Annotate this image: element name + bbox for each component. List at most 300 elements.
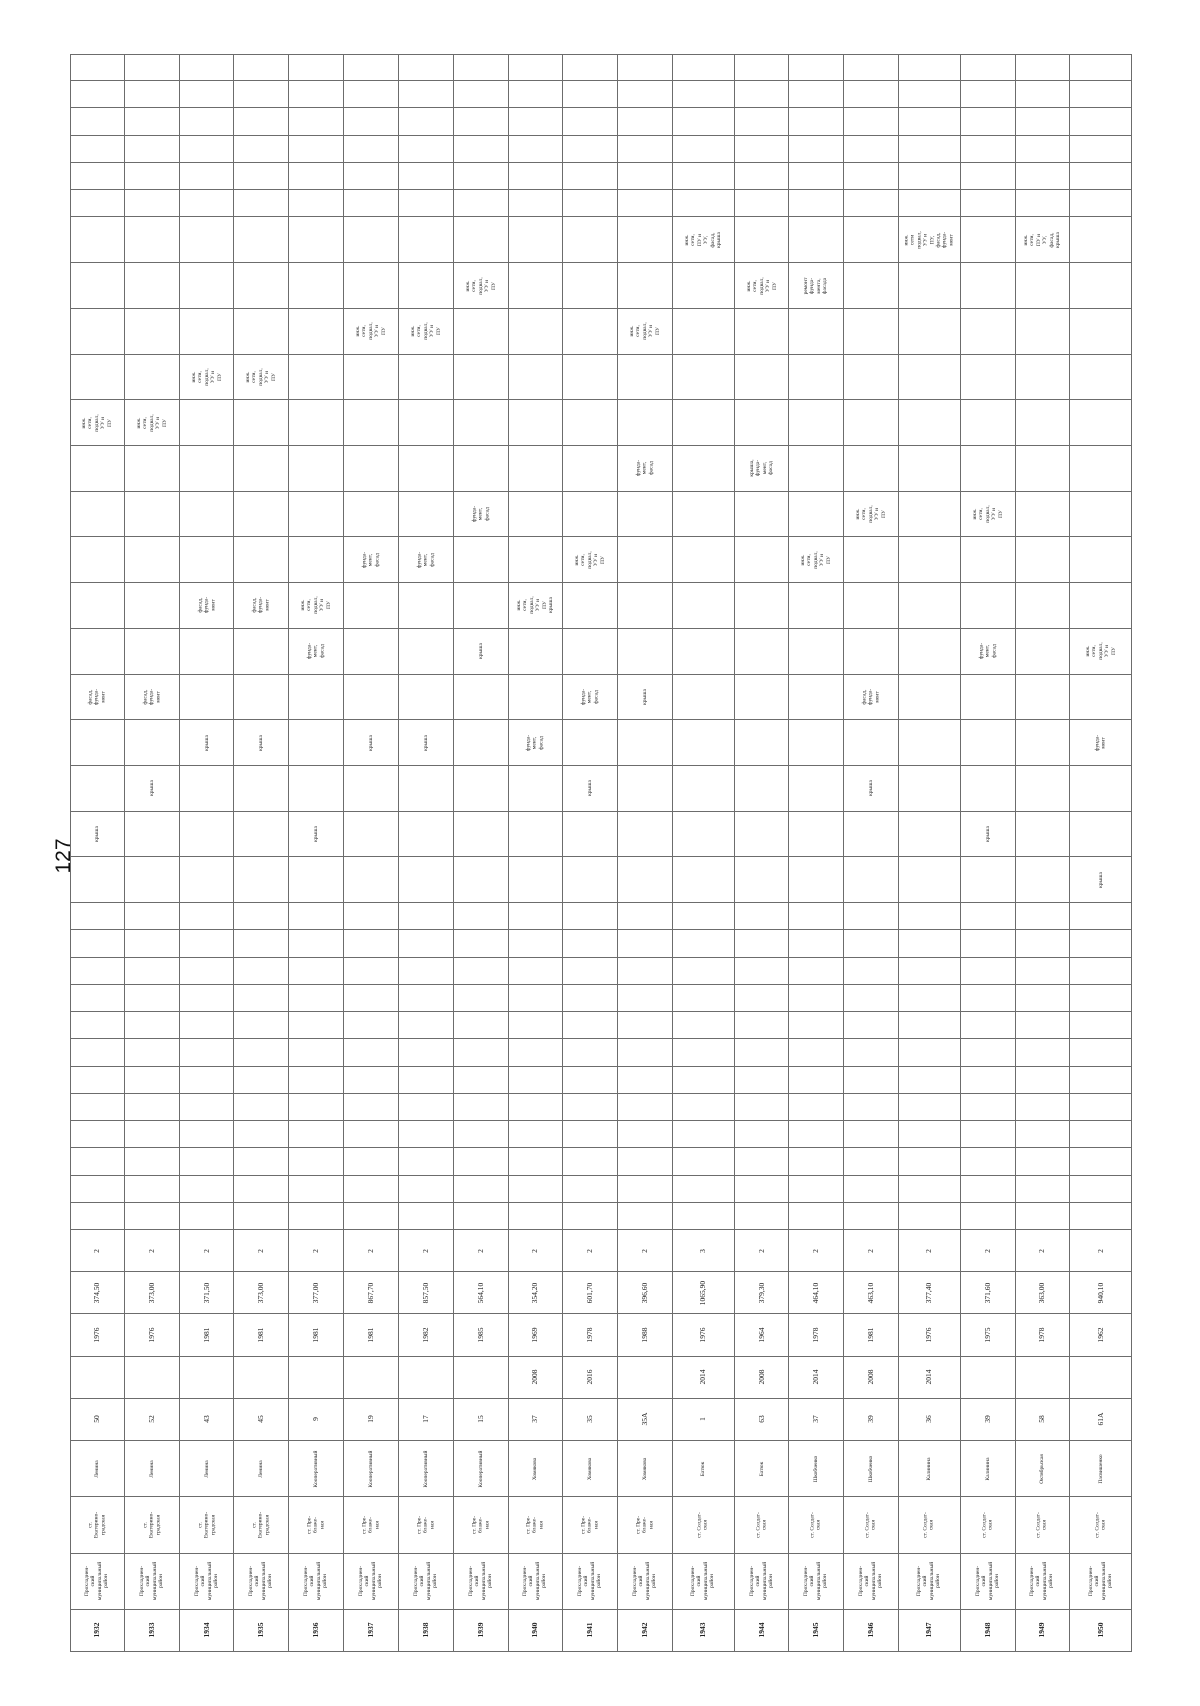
work-cell <box>234 629 289 675</box>
floors-cell <box>618 1230 673 1272</box>
empty-cell <box>961 1067 1016 1094</box>
cell-text: крыша <box>148 780 155 797</box>
year-built-cell <box>125 1314 180 1356</box>
cell-text: 2 <box>982 1248 992 1253</box>
empty-cell <box>1070 930 1132 957</box>
area-cell <box>961 1272 1016 1314</box>
empty-cell <box>1016 1012 1071 1039</box>
empty-cell <box>180 1067 235 1094</box>
cell-text: 3 <box>698 1248 708 1253</box>
empty-cell <box>180 1039 235 1066</box>
work-cell <box>509 629 564 675</box>
house-cell <box>961 1399 1016 1441</box>
cell-text: 17 <box>420 1415 430 1424</box>
cell-text: 2 <box>811 1248 821 1253</box>
cell-text: 1941 <box>585 1622 595 1638</box>
work-cell <box>289 492 344 538</box>
work-cell <box>789 812 844 858</box>
year-repair-cell <box>180 1357 235 1399</box>
year-repair-cell <box>454 1357 509 1399</box>
work-cell <box>789 675 844 721</box>
cell-text: 61А <box>1095 1412 1105 1426</box>
cell-text: 43 <box>201 1415 211 1424</box>
floors-cell <box>735 1230 790 1272</box>
work-cell <box>789 400 844 446</box>
empty-cell <box>899 1012 961 1039</box>
settlement-cell <box>1070 1497 1132 1553</box>
cell-text: фунда- мент, фасад <box>361 551 381 568</box>
cell-text: 1933 <box>146 1622 156 1638</box>
street-cell <box>289 1441 344 1497</box>
cell-text: 363,00 <box>1037 1282 1047 1304</box>
empty-cell <box>234 958 289 985</box>
district-cell <box>735 1554 790 1610</box>
empty-cell <box>961 54 1016 81</box>
work-cell <box>844 812 899 858</box>
work-cell <box>70 675 125 721</box>
work-cell <box>344 857 399 903</box>
district-cell <box>961 1554 1016 1610</box>
empty-cell <box>789 1039 844 1066</box>
year-repair-cell <box>899 1357 961 1399</box>
work-cell <box>563 766 618 812</box>
empty-cell <box>1070 1094 1132 1121</box>
cell-text: 396,60 <box>640 1282 650 1304</box>
empty-cell <box>344 1203 399 1230</box>
cell-text: 1981 <box>866 1327 876 1343</box>
empty-cell <box>735 1067 790 1094</box>
cell-text: Кооперативный <box>422 1450 429 1488</box>
cell-text: 1978 <box>1037 1327 1047 1343</box>
cell-text: 19 <box>365 1415 375 1424</box>
work-cell <box>125 583 180 629</box>
empty-cell <box>509 136 564 163</box>
empty-cell <box>673 903 735 930</box>
work-cell <box>125 492 180 538</box>
empty-cell <box>399 903 454 930</box>
empty-cell <box>789 1094 844 1121</box>
street-cell <box>735 1441 790 1497</box>
cell-text: ст. Пре- блаже- ная <box>416 1515 435 1535</box>
cell-text: Прохладнен- ский муниципальный район <box>1029 1562 1055 1601</box>
num-cell <box>961 1610 1016 1652</box>
street-cell <box>70 1441 125 1497</box>
cell-text: крыша <box>587 780 594 797</box>
empty-cell <box>454 54 509 81</box>
empty-cell <box>1016 136 1071 163</box>
empty-cell <box>789 1148 844 1175</box>
district-cell <box>125 1554 180 1610</box>
empty-cell <box>844 163 899 190</box>
year-built-cell <box>673 1314 735 1356</box>
empty-cell <box>673 930 735 957</box>
work-cell <box>399 446 454 492</box>
empty-cell <box>180 985 235 1012</box>
cell-text: Прохладнен- ский муниципальный район <box>1087 1562 1114 1601</box>
house-cell <box>789 1399 844 1441</box>
work-cell <box>289 766 344 812</box>
work-cell <box>454 720 509 766</box>
year-repair-cell <box>234 1357 289 1399</box>
work-cell <box>618 217 673 263</box>
empty-cell <box>289 81 344 108</box>
area-cell <box>673 1272 735 1314</box>
empty-cell <box>70 1039 125 1066</box>
empty-cell <box>344 190 399 217</box>
empty-cell <box>961 1148 1016 1175</box>
settlement-cell <box>789 1497 844 1553</box>
empty-cell <box>125 1067 180 1094</box>
settlement-cell <box>344 1497 399 1553</box>
work-cell <box>1016 309 1071 355</box>
work-cell <box>399 857 454 903</box>
district-cell <box>563 1554 618 1610</box>
cell-text: инж. сети, подвал, УУ и ПУ <box>971 505 1004 523</box>
empty-cell <box>735 985 790 1012</box>
empty-cell <box>70 1067 125 1094</box>
work-cell <box>961 309 1016 355</box>
work-cell <box>961 583 1016 629</box>
work-cell <box>454 217 509 263</box>
empty-cell <box>509 1203 564 1230</box>
house-cell <box>563 1399 618 1441</box>
empty-cell <box>735 1176 790 1203</box>
work-cell <box>673 675 735 721</box>
empty-cell <box>344 1121 399 1148</box>
district-cell <box>454 1554 509 1610</box>
year-built-cell <box>1070 1314 1132 1356</box>
settlement-cell <box>399 1497 454 1553</box>
empty-cell <box>70 136 125 163</box>
cell-text: 2 <box>530 1248 540 1253</box>
work-cell <box>789 492 844 538</box>
house-cell <box>289 1399 344 1441</box>
cell-text: крыша <box>203 734 210 751</box>
cell-text: 1934 <box>201 1622 211 1638</box>
cell-text: 1985 <box>475 1327 485 1343</box>
empty-cell <box>344 958 399 985</box>
empty-cell <box>1016 1203 1071 1230</box>
work-cell <box>289 720 344 766</box>
year-built-cell <box>563 1314 618 1356</box>
cell-text: 1978 <box>811 1327 821 1343</box>
empty-cell <box>673 985 735 1012</box>
work-cell <box>563 720 618 766</box>
cell-text: инж. сети, подвал, УУ и ПУ <box>190 368 223 386</box>
empty-cell <box>618 903 673 930</box>
cell-text: 1981 <box>311 1327 321 1343</box>
cell-text: Прохладнен- ский муниципальный район <box>412 1562 439 1601</box>
work-cell <box>399 766 454 812</box>
work-cell <box>735 857 790 903</box>
empty-cell <box>899 163 961 190</box>
empty-cell <box>961 1012 1016 1039</box>
street-cell <box>344 1441 399 1497</box>
area-cell <box>234 1272 289 1314</box>
settlement-cell <box>735 1497 790 1553</box>
work-cell <box>70 446 125 492</box>
empty-cell <box>234 136 289 163</box>
work-cell <box>563 263 618 309</box>
cell-text: Прохладнен- ский муниципальный район <box>632 1562 658 1601</box>
work-cell <box>899 812 961 858</box>
cell-text: 1976 <box>924 1327 934 1343</box>
cell-text: 1969 <box>530 1327 540 1343</box>
empty-cell <box>234 163 289 190</box>
cell-text: 564,10 <box>475 1282 485 1304</box>
work-cell <box>289 400 344 446</box>
empty-cell <box>70 958 125 985</box>
year-built-cell <box>899 1314 961 1356</box>
cell-text: 1988 <box>640 1327 650 1343</box>
empty-cell <box>1016 930 1071 957</box>
empty-cell <box>844 1203 899 1230</box>
empty-cell <box>1016 81 1071 108</box>
year-repair-cell <box>735 1357 790 1399</box>
empty-cell <box>618 54 673 81</box>
work-cell <box>344 263 399 309</box>
empty-cell <box>180 1203 235 1230</box>
cell-text: ст. Пре- блаже- ная <box>525 1515 545 1535</box>
house-cell <box>70 1399 125 1441</box>
year-built-cell <box>344 1314 399 1356</box>
cell-text: 9 <box>311 1417 321 1422</box>
empty-cell <box>673 54 735 81</box>
work-cell <box>618 492 673 538</box>
empty-cell <box>180 1121 235 1148</box>
work-cell <box>1070 766 1132 812</box>
work-cell <box>844 263 899 309</box>
work-cell <box>961 492 1016 538</box>
empty-cell <box>1070 1203 1132 1230</box>
empty-cell <box>180 930 235 957</box>
street-cell <box>789 1441 844 1497</box>
cell-text: 371,60 <box>982 1282 992 1304</box>
district-cell <box>618 1554 673 1610</box>
work-cell <box>673 857 735 903</box>
cell-text: 1938 <box>420 1622 430 1638</box>
cell-text: 35 <box>585 1415 595 1424</box>
empty-cell <box>1070 54 1132 81</box>
empty-cell <box>1016 163 1071 190</box>
empty-cell <box>234 1121 289 1148</box>
num-cell <box>673 1610 735 1652</box>
cell-text: Прохладнен- ский муниципальный район <box>858 1562 884 1601</box>
work-cell <box>125 629 180 675</box>
empty-cell <box>1070 1039 1132 1066</box>
year-built-cell <box>844 1314 899 1356</box>
empty-cell <box>509 1039 564 1066</box>
cell-text: ст. Пре- блаже- ная <box>361 1515 381 1535</box>
cell-text: 1946 <box>865 1622 875 1638</box>
empty-cell <box>344 81 399 108</box>
empty-cell <box>509 985 564 1012</box>
cell-text: крыша <box>367 734 374 751</box>
work-cell <box>399 492 454 538</box>
empty-cell <box>844 1148 899 1175</box>
cell-text: инж. сети, подвал, УУ и ПУ <box>464 276 497 295</box>
cell-text: ст. Солдат- ская <box>696 1512 710 1538</box>
empty-cell <box>961 190 1016 217</box>
street-cell <box>673 1441 735 1497</box>
cell-text: ст. Пре- блаже- ная <box>306 1515 326 1535</box>
cell-text: 2008 <box>866 1369 876 1385</box>
empty-cell <box>509 958 564 985</box>
empty-cell <box>70 190 125 217</box>
area-cell <box>563 1272 618 1314</box>
work-cell <box>899 583 961 629</box>
work-cell <box>789 263 844 309</box>
empty-cell <box>844 930 899 957</box>
floors-cell <box>344 1230 399 1272</box>
work-cell <box>399 812 454 858</box>
empty-cell <box>673 1121 735 1148</box>
cell-text: фунда- мент, фасад <box>470 505 490 523</box>
empty-cell <box>289 1012 344 1039</box>
work-cell <box>735 446 790 492</box>
cell-text: крыша, фунда- мент, фасад <box>748 459 774 477</box>
empty-cell <box>125 958 180 985</box>
cell-text: фунда- мент, фасад <box>978 643 997 660</box>
work-cell <box>735 217 790 263</box>
cell-text: Кооперативный <box>367 1450 374 1488</box>
district-cell <box>789 1554 844 1610</box>
empty-cell <box>234 903 289 930</box>
empty-cell <box>454 985 509 1012</box>
empty-cell <box>673 163 735 190</box>
cell-text: 1948 <box>982 1622 992 1638</box>
cell-text: 1976 <box>698 1327 708 1343</box>
empty-cell <box>563 190 618 217</box>
empty-cell <box>961 1176 1016 1203</box>
empty-cell <box>125 1176 180 1203</box>
cell-text: Шкобченко <box>813 1455 820 1482</box>
empty-cell <box>289 958 344 985</box>
work-cell <box>125 446 180 492</box>
empty-cell <box>563 1067 618 1094</box>
cell-text: 1939 <box>475 1622 485 1638</box>
work-cell <box>454 263 509 309</box>
num-cell <box>844 1610 899 1652</box>
num-cell <box>70 1610 125 1652</box>
cell-text: 373,00 <box>256 1282 266 1304</box>
work-cell <box>844 720 899 766</box>
settlement-cell <box>961 1497 1016 1553</box>
empty-cell <box>454 190 509 217</box>
empty-cell <box>454 1067 509 1094</box>
work-cell <box>509 263 564 309</box>
work-cell <box>1016 355 1071 401</box>
work-cell <box>563 857 618 903</box>
street-cell <box>399 1441 454 1497</box>
cell-text: 601,70 <box>585 1282 595 1304</box>
cell-text: 867,70 <box>365 1282 375 1304</box>
num-cell <box>1070 1610 1132 1652</box>
work-cell <box>289 629 344 675</box>
work-cell <box>563 355 618 401</box>
cell-text: 2 <box>1095 1248 1105 1253</box>
empty-cell <box>234 108 289 135</box>
empty-cell <box>673 136 735 163</box>
empty-cell <box>70 54 125 81</box>
work-cell <box>618 583 673 629</box>
empty-cell <box>70 1121 125 1148</box>
district-cell <box>70 1554 125 1610</box>
area-cell <box>509 1272 564 1314</box>
empty-cell <box>344 1094 399 1121</box>
empty-cell <box>1016 1148 1071 1175</box>
num-cell <box>234 1610 289 1652</box>
empty-cell <box>789 1176 844 1203</box>
empty-cell <box>899 1067 961 1094</box>
cell-text: инж. сети, ПУ и УУ, фасад, крыша <box>1023 231 1062 248</box>
cell-text: ст. Пре- блаже- ная <box>470 1515 490 1535</box>
area-cell <box>1016 1272 1071 1314</box>
cell-text: фасад, фунда- мент <box>87 688 107 706</box>
empty-cell <box>125 1039 180 1066</box>
empty-cell <box>399 930 454 957</box>
work-cell <box>344 675 399 721</box>
cell-text: 2014 <box>924 1369 934 1385</box>
cell-text: 1962 <box>1095 1327 1105 1343</box>
district-cell <box>1016 1554 1071 1610</box>
cell-text: ст. Екатерино- градская <box>142 1511 161 1539</box>
work-cell <box>673 309 735 355</box>
cell-text: 2 <box>201 1248 211 1253</box>
work-cell <box>899 217 961 263</box>
work-cell <box>399 537 454 583</box>
year-repair-cell <box>563 1357 618 1399</box>
work-cell <box>735 629 790 675</box>
empty-cell <box>899 190 961 217</box>
cell-text: 940,10 <box>1095 1282 1105 1304</box>
work-cell <box>509 217 564 263</box>
empty-cell <box>961 136 1016 163</box>
work-cell <box>509 309 564 355</box>
empty-cell <box>289 1094 344 1121</box>
empty-cell <box>399 1121 454 1148</box>
cell-text: инж. сети, подвал, УУ и ПУ <box>745 276 778 295</box>
area-cell <box>289 1272 344 1314</box>
work-cell <box>899 537 961 583</box>
empty-cell <box>563 81 618 108</box>
work-cell <box>454 675 509 721</box>
year-repair-cell <box>844 1357 899 1399</box>
work-cell <box>673 446 735 492</box>
work-cell <box>618 355 673 401</box>
empty-cell <box>961 930 1016 957</box>
empty-cell <box>180 190 235 217</box>
work-cell <box>899 263 961 309</box>
work-cell <box>234 217 289 263</box>
empty-cell <box>344 1176 399 1203</box>
empty-cell <box>289 1148 344 1175</box>
empty-cell <box>234 1203 289 1230</box>
num-cell <box>509 1610 564 1652</box>
work-cell <box>673 355 735 401</box>
cell-text: инж. сети, подвал, УУ и ПУ <box>300 596 332 615</box>
work-cell <box>344 355 399 401</box>
empty-cell <box>844 958 899 985</box>
work-cell <box>454 355 509 401</box>
cell-text: ст. Солдат- ская <box>809 1512 823 1538</box>
empty-cell <box>70 163 125 190</box>
empty-cell <box>1016 1067 1071 1094</box>
cell-text: 2 <box>91 1248 101 1253</box>
work-cell <box>563 217 618 263</box>
work-cell <box>1016 720 1071 766</box>
work-cell <box>70 812 125 858</box>
